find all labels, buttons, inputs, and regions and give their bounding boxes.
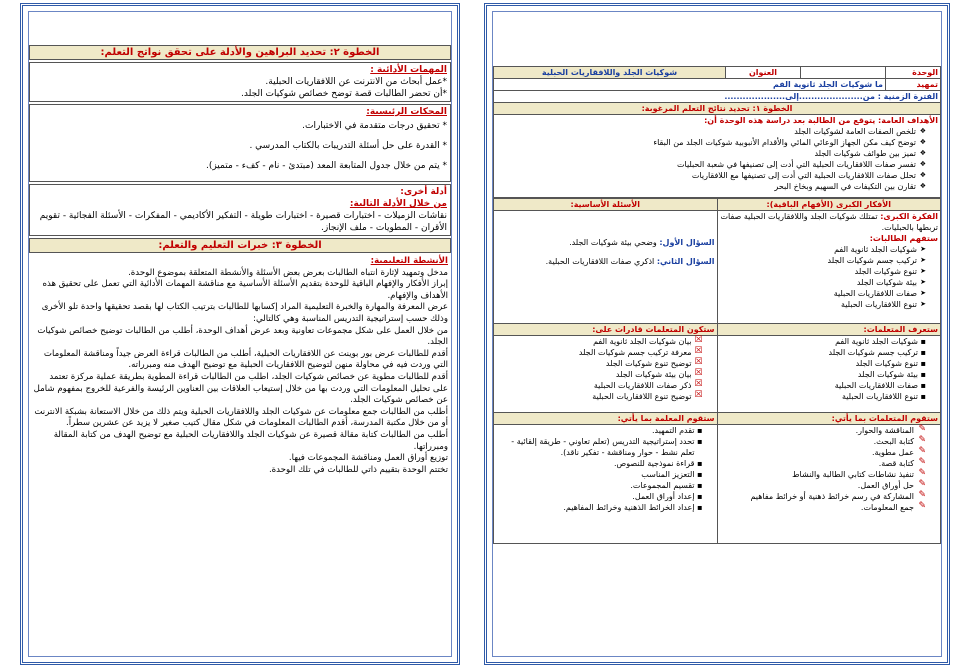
activity-paragraph: توزيع أوراق العمل ومناقشة المجموعات فيها. <box>288 453 448 464</box>
tasks-section <box>29 62 451 102</box>
intro-label: تمهيد <box>886 79 941 91</box>
criteria-item: * القدرة على حل أسئلة التدريبات بالكتاب المدرسي . <box>249 141 447 151</box>
understand-item: ➤ صفات اللافقاريات الحبلية <box>720 288 927 299</box>
essential-cell <box>494 211 718 324</box>
students-do-item: ✎ كتابة قصة. <box>720 458 927 469</box>
know-item: ▪ شوكيات الجلد ثانوية الفم <box>720 336 927 347</box>
understand-item: ➤ بيئة شوكيات الجلد <box>720 277 927 288</box>
header-table <box>493 66 941 198</box>
teacher-does-item: ▪ التعزيز المناسب <box>496 469 703 480</box>
know-item: ▪ تنوع اللافقاريات الحبلية <box>720 391 927 402</box>
step1-heading: الخطوة ١: تحديد نتائج التعلم المرغوبة: <box>494 103 941 115</box>
unit-value <box>801 67 886 79</box>
q2-label: السؤال الثاني: <box>656 257 715 266</box>
students-do-title: ستقوم المتعلمات بما يأتي: <box>717 413 941 425</box>
know-list <box>720 336 939 402</box>
right-page-frame <box>492 11 942 657</box>
teacher-does-item: ▪ قراءة نموذجية للنصوص. <box>496 458 703 469</box>
unit-label: الوحدة <box>886 67 941 79</box>
able-item: ☒ ذكر صفات اللافقاريات الحبلية <box>496 380 703 391</box>
able-list <box>496 336 715 402</box>
know-cell <box>717 336 941 413</box>
left-page <box>20 3 460 665</box>
other-evidence-section <box>29 184 451 236</box>
goal-item: ❖ تلخص الصفات العامة لشوكيات الجلد <box>496 126 926 137</box>
able-cell <box>494 336 718 413</box>
teacher-does-item: ▪ تحدد إستراتيجية التدريس (تعلم تعاوني - طريقة إلقائية - تعلم نشط - حوار ومناقشة - تفكير ناقد). <box>496 436 703 458</box>
goals-cell <box>494 115 941 198</box>
goal-item: ❖ تفسر صفات اللافقاريات الحبلية التي أدت إلى تصنيفها في شعبة الحبليات <box>496 159 926 170</box>
know-title: ستعرف المتعلمات: <box>717 324 941 336</box>
able-item: ☒ بيان بيئة شوكيات الجلد <box>496 369 703 380</box>
task-item: *أن تحضر الطالبات قصة توضح خصائص شوكيات الجلد. <box>241 89 447 99</box>
students-do-item: ✎ المناقشة والحوار. <box>720 425 927 436</box>
understand-list <box>720 244 939 310</box>
period-label: الفترة الزمنية : من.....................إلى.................... <box>494 91 941 103</box>
goals-list <box>496 126 938 192</box>
understand-title: ستفهم الطالبات: <box>869 234 938 243</box>
q1-text: وضحي بيئة شوكيات الجلد. <box>569 238 657 247</box>
other-title: أدلة أخرى: <box>400 187 447 197</box>
goal-item: ❖ تحلل صفات اللافقاريات الحبلية التي أدت إلى تصنيفها مع اللافقاريات <box>496 170 926 181</box>
big-idea-text: تمتلك شوكيات الجلد واللافقاريات الحبلية صفات تربطها بالحبليات. <box>720 212 938 232</box>
know-item: ▪ صفات اللافقاريات الحبلية <box>720 380 927 391</box>
activity-paragraph: أطلب من الطالبات جمع معلومات عن شوكيات الجلد واللافقاريات الحبلية ويتم ذلك من خلال الاستعانة بشبكة الانترنت أو من خلال مكتبة المدرسة، أقدم الطالبات المعلومات في شكل مقال كتيب صغير لا يزيد عن عشرين سطراً. <box>34 406 448 429</box>
teacher-does-item: ▪ تقدم التمهيد. <box>496 425 703 436</box>
big-idea-lead: الفكرة الكبرى: <box>880 212 938 221</box>
tasks-title: المهمات الأدائية : <box>370 65 447 75</box>
students-do-item: ✎ تنفيذ نشاطات كتابي الطالبة والنشاط <box>720 469 927 480</box>
essential-title: الأسئلة الأساسية: <box>494 199 718 211</box>
know-item: ▪ بيئة شوكيات الجلد <box>720 369 927 380</box>
teacher-does-item: ▪ إعداد الخرائط الذهنية وخرائط المفاهيم. <box>496 502 703 513</box>
students-do-item: ✎ المشاركة في رسم خرائط ذهنية أو خرائط مفاهيم <box>720 491 927 502</box>
criteria-section <box>29 104 451 182</box>
students-do-list <box>720 425 939 513</box>
students-do-item: ✎ حل أوراق العمل. <box>720 480 927 491</box>
activities-title: الأنشطة التعليمية: <box>370 256 448 266</box>
q1-label: السؤال الأول: <box>659 238 715 247</box>
goal-item: ❖ تميز بين طوائف شوكيات الجلد <box>496 148 926 159</box>
students-do-item: ✎ عمل مطوية. <box>720 447 927 458</box>
step3-heading: الخطوة ٣: خبرات التعليم والتعلم: <box>29 238 451 253</box>
know-item: ▪ تركيب جسم شوكيات الجلد <box>720 347 927 358</box>
activity-paragraph: أقدم للطالبات عرض بور بوينت عن اللافقاريات الحبلية، أطلب من الطالبات قراءة العرض جيداً ومناقشة المعلومات التي وردت فيه في محاولة منهن لتوضيح اللافقاريات الحبلية مع توضيح الهدف منه ومبرراته. <box>43 348 448 371</box>
goal-item: ❖ تقارن بين التكيفات في السهيم وبخاخ البحر <box>496 181 926 192</box>
activity-paragraph: تختتم الوحدة بتقييم ذاتي للطالبات في تلك الوحدة. <box>268 464 448 475</box>
task-item: *عمل أبحاث من الانترنت عن اللافقاريات الحبلية. <box>265 77 447 87</box>
teacher-does-item: ▪ تقسيم المجموعات. <box>496 480 703 491</box>
ideas-table <box>493 198 941 544</box>
understand-item: ➤ شوكيات الجلد ثانوية الفم <box>720 244 927 255</box>
intro-value: ما شوكيات الجلد ثانوية الفم <box>494 79 886 91</box>
students-do-item: ✎ كتابة البحث. <box>720 436 927 447</box>
other-text: نقاشات الزميلات - اختبارات قصيرة - اختبارات طويلة - التفكير الأكاديمي - المفكرات - الأسئلة الفجائية - تقويم الأقران - المطويات - ملف الإنجاز. <box>39 211 447 233</box>
title-value: شوكيات الجلد واللافقاريات الحبلية <box>494 67 726 79</box>
teacher-does-cell <box>494 425 718 544</box>
teacher-does-item: ▪ إعداد أوراق العمل. <box>496 491 703 502</box>
students-do-item: ✎ جمع المعلومات. <box>720 502 927 513</box>
activity-paragraph: أقدم للطالبات مطوية عن خصائص شوكيات الجلد، اطلب من الطالبات قراءة المطوية بطريقة عملية مركزة تعتمد على تحليل المعلومات التي وردت بها من خلال إستيعاب العلاقات بين العناوين الرئيسة والفرعية للخروج بمفهوم شامل عن خصائص شوكيات الجلد. <box>33 371 448 406</box>
goal-item: ❖ توضح كيف مكن الجهاز الوعائي المائي والأقدام الأنبوبية شوكيات الجلد من البقاء <box>496 137 926 148</box>
understand-item: ➤ تركيب جسم شوكيات الجلد <box>720 255 927 266</box>
criteria-item: * يتم من خلال جدول المتابعة المعد (مبتدئ - نام - كفء - متميز). <box>205 161 447 171</box>
teacher-does-list <box>496 425 715 513</box>
q2-text: اذكري صفات اللافقاريات الحبلية. <box>545 257 655 266</box>
activity-paragraph: أطلب من الطالبات كتابة مقالة قصيرة عن شوكيات الجلد واللافقاريات الحبلية مع توضيح الهدف من كتابة المقالة ومبرراتها. <box>53 429 448 452</box>
right-page <box>484 3 950 665</box>
teacher-does-title: ستقوم المعلمة بما يأتي: <box>494 413 718 425</box>
able-title: ستكون المتعلمات قادرات على: <box>494 324 718 336</box>
activity-paragraph: من خلال العمل على شكل مجموعات تعاونية وبعد عرض أهداف الوحدة، أطلب من الطالبات توضيح خصائص شوكيات الجلد. <box>37 325 448 348</box>
activity-paragraph: مدخل وتمهيد لإثارة انتباه الطالبات بعرض بعض الأسئلة والأنشطة المتعلقة بموضوع الوحدة. <box>128 267 448 278</box>
criteria-title: المحكات الرئيسية: <box>366 107 447 117</box>
able-item: ☒ توضيح تنوع اللافقاريات الحبلية <box>496 391 703 402</box>
step2-heading: الخطوة ٢: تحديد البراهين والأدلة على تحقق نواتج التعلم: <box>29 45 451 60</box>
left-page-frame <box>28 11 452 657</box>
students-do-cell <box>717 425 941 544</box>
activity-paragraph: عرض المعرفة والمهارة والخبرة التعليمية المراد إكسابها للطالبات بترتيب الكتاب لها بقصد تحقيقها واحدة تلو الأخرى وذلك حسب إستراتيجية التدريس المناسبة وهي كالتالي: <box>41 302 448 324</box>
big-ideas-title: الأفكار الكبرى (الأفهام الباقية): <box>717 199 941 211</box>
other-sub: من خلال الأدلة التالية: <box>349 199 447 209</box>
able-item: ☒ بيان شوكيات الجلد ثانوية الفم <box>496 336 703 347</box>
criteria-item: * تحقيق درجات متقدمة في الاختبارات. <box>302 121 447 131</box>
big-ideas-cell <box>717 211 941 324</box>
goals-title: الأهداف العامة: يتوقع من الطالبة بعد دراسة هذه الوحدة أن: <box>704 116 938 125</box>
able-item: ☒ توضيح تنوع شوكيات الجلد <box>496 358 703 369</box>
able-item: ☒ معرفة تركيب جسم شوكيات الجلد <box>496 347 703 358</box>
activities-section <box>29 255 451 477</box>
understand-item: ➤ تنوع اللافقاريات الحبلية <box>720 299 927 310</box>
title-label: العنوان <box>726 67 801 79</box>
understand-item: ➤ تنوع شوكيات الجلد <box>720 266 927 277</box>
know-item: ▪ تنوع شوكيات الجلد <box>720 358 927 369</box>
activity-paragraph: إبراز الأفكار والإفهام الباقية للوحدة بتقديم الأسئلة الأساسية مع مناقشة المهمات الأدائية التي تعمل على تحقيق هذه الأهداف والإفهام. <box>42 279 448 301</box>
